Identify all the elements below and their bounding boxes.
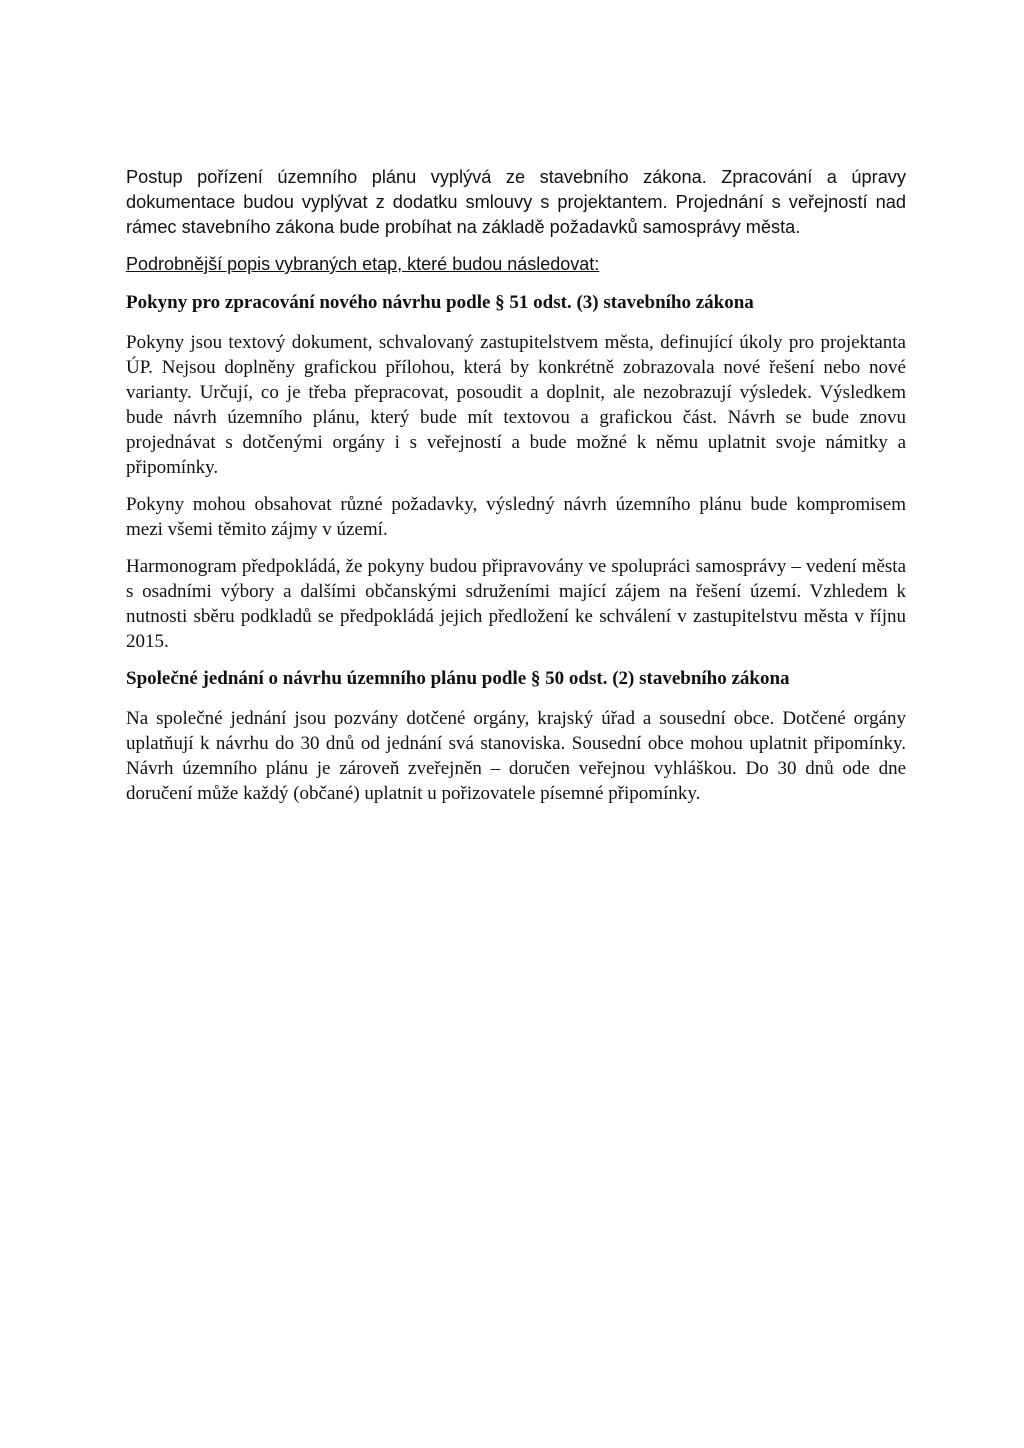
section-heading-instructions: Pokyny pro zpracování nového návrhu podle § 51 odst. (3) stavebního zákona [126,292,754,313]
document-content [126,165,906,818]
stages-subtitle: Podrobnější popis vybraných etap, které budou následovat: [126,254,600,274]
joint-meeting-paragraph: Na společné jednání jsou pozvány dotčené orgány, krajský úřad a sousední obce. Dotčené orgány uplatňují k návrhu do 30 dnů od jednání svá stanoviska. Sousední obce mohou uplatnit připomínky. Návrh územního plánu je zároveň zveřejněn – doručen veřejnou vyhláškou. Do 30 dnů ode dne doručení může každý (občané) uplatnit u pořizovatele písemné připomínky. [126,708,906,804]
intro-paragraph: Postup pořízení územního plánu vyplývá ze stavebního zákona. Zpracování a úpravy dokumentace budou vyplývat z dodatku smlouvy s projektantem. Projednání s veřejností nad rámec stavebního zákona bude probíhat na základě požadavků samosprávy města. [126,167,906,237]
section-heading-joint-meeting: Společné jednání o návrhu územního plánu podle § 50 odst. (2) stavebního zákona [126,668,790,689]
instructions-paragraph-3: Harmonogram předpokládá, že pokyny budou připravovány ve spolupráci samosprávy – vedení města s osadními výbory a dalšími občanskými sdruženími mající zájem na řešení území. Vzhledem k nutnosti sběru podkladů se předpokládá jejich předložení ke schválení v zastupitelstvu města v říjnu 2015. [126,556,906,652]
instructions-paragraph-2: Pokyny mohou obsahovat různé požadavky, výsledný návrh územního plánu bude kompromisem mezi všemi těmito zájmy v území. [126,494,906,540]
instructions-paragraph-1: Pokyny jsou textový dokument, schvalovaný zastupitelstvem města, definující úkoly pro projektanta ÚP. Nejsou doplněny grafickou přílohou, která by konkrétně zobrazovala nové řešení nebo nové varianty. Určují, co je třeba přepracovat, posoudit a doplnit, ale nezobrazují výsledek. Výsledkem bude návrh územního plánu, který bude mít textovou a grafickou část. Návrh se bude znovu projednávat s dotčenými orgány i s veřejností a bude možné k němu uplatnit svoje námitky a připomínky. [126,332,906,478]
